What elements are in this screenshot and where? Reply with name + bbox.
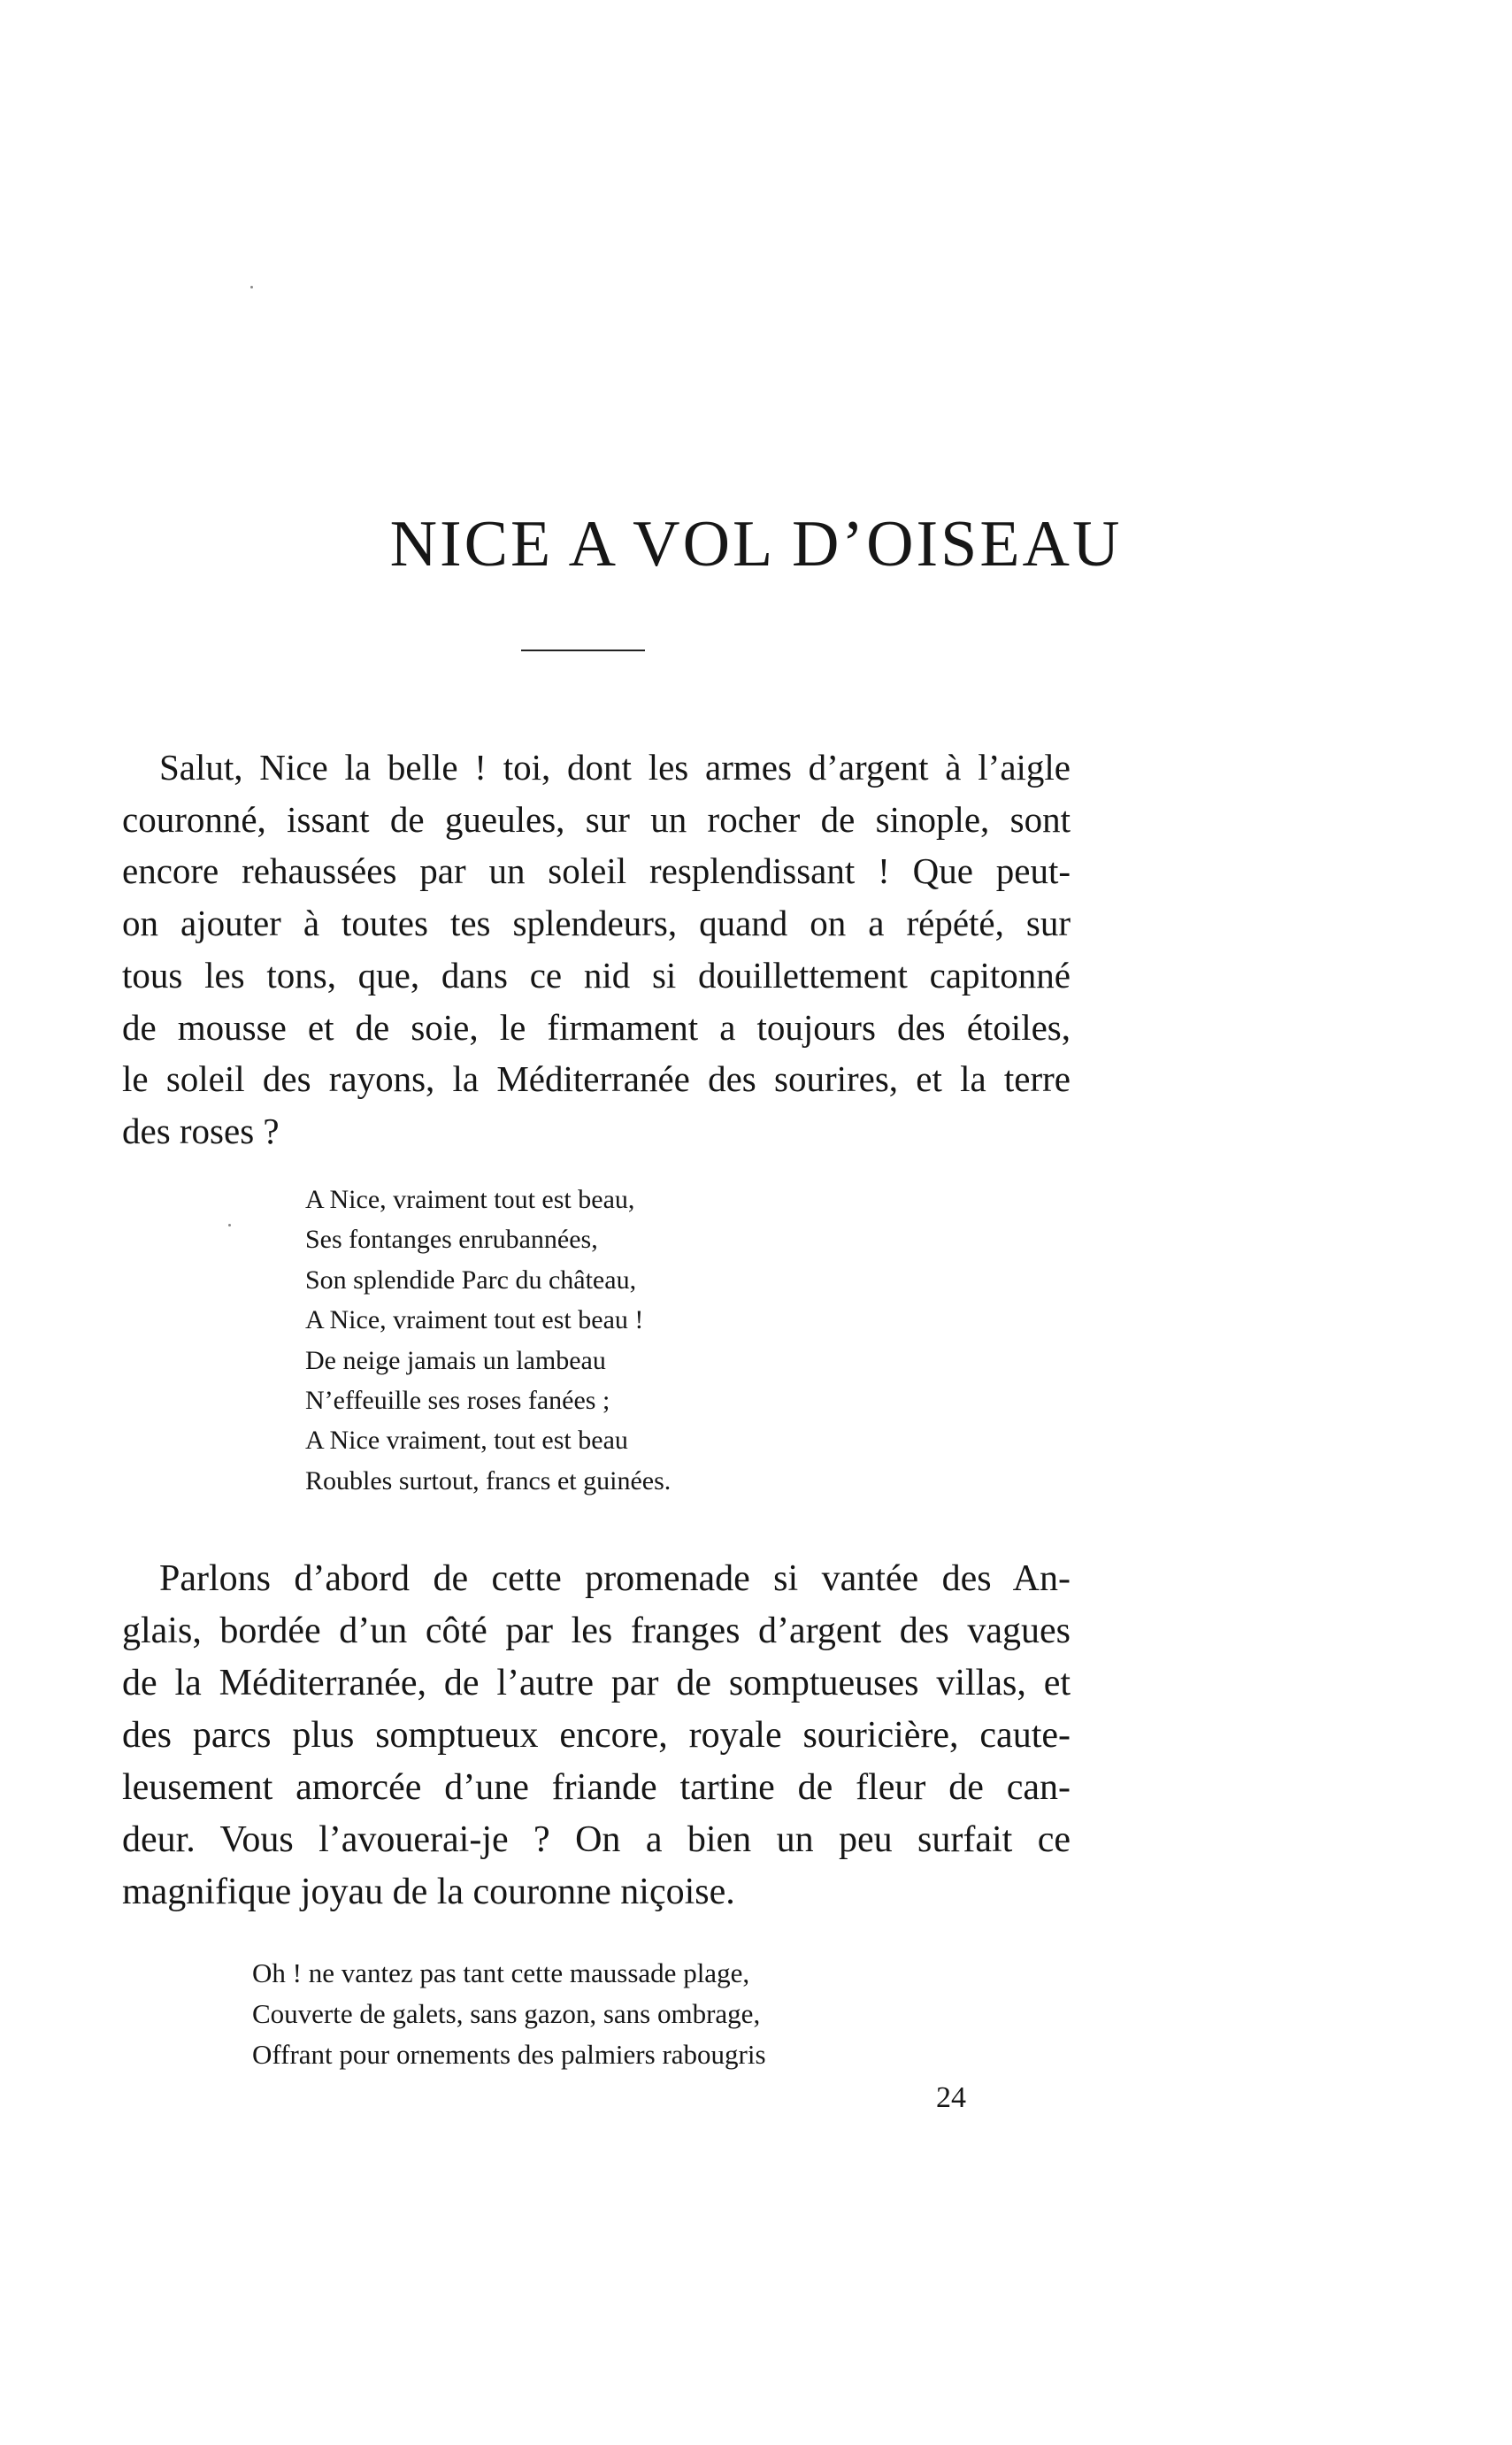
verse-line: Oh ! ne vantez pas tant cette maussade plage, [252, 1957, 750, 1988]
title-divider [521, 650, 645, 651]
paragraph-line: de la Méditerranée, de l’autre par de somptueuses villas, et [122, 1663, 1071, 1703]
verse-line: Offrant pour ornements des palmiers rabougris [252, 2039, 766, 2070]
verse-line: Son splendide Parc du château, [305, 1265, 637, 1295]
verse-line: Couverte de galets, sans gazon, sans ombrage, [252, 1998, 761, 2029]
paragraph-line: magnifique joyau de la couronne niçoise. [122, 1872, 735, 1912]
paragraph-line: glais, bordée d’un côté par les franges d’argent des vagues [122, 1611, 1071, 1651]
paper-speck [228, 1224, 231, 1226]
paragraph-line: des parcs plus somptueux encore, royale souricière, caute- [122, 1715, 1071, 1756]
verse-line: De neige jamais un lambeau [305, 1345, 606, 1375]
verse-line: Roubles surtout, francs et guinées. [305, 1465, 672, 1495]
verse-1 [305, 1180, 671, 1501]
verse-2 [252, 1953, 766, 2075]
paragraph-2 [122, 1553, 1071, 1918]
paragraph-line: Salut, Nice la belle ! toi, dont les armes d’argent à l’aigle [159, 747, 1071, 788]
paragraph-1 [122, 742, 1071, 1157]
paragraph-line: Parlons d’abord de cette promenade si vantée des An- [159, 1558, 1071, 1599]
page-title: NICE A VOL D’OISEAU [389, 508, 1123, 580]
verse-line: A Nice, vraiment tout est beau, [305, 1185, 635, 1214]
paragraph-line: encore rehaussées par un soleil resplendissant ! Que peut- [122, 850, 1071, 892]
paragraph-line: tous les tons, que, dans ce nid si douillettement capitonné [122, 954, 1071, 996]
verse-line: A Nice, vraiment tout est beau ! [305, 1305, 644, 1335]
verse-line: N’effeuille ses roses fanées ; [305, 1386, 610, 1416]
verse-line: A Nice vraiment, tout est beau [305, 1426, 628, 1456]
paragraph-line: deur. Vous l’avouerai-je ? On a bien un peu surfait ce [122, 1819, 1071, 1860]
paragraph-line: on ajouter à toutes tes splendeurs, quand on a répété, sur [122, 903, 1071, 944]
verse-line: Ses fontanges enrubannées, [305, 1225, 598, 1255]
paragraph-line: de mousse et de soie, le firmament a toujours des étoiles, [122, 1006, 1071, 1048]
paragraph-line: leusement amorcée d’une friande tartine de fleur de can- [122, 1767, 1071, 1808]
page-number: 24 [936, 2081, 966, 2114]
paragraph-line: couronné, issant de gueules, sur un rocher de sinople, sont [122, 798, 1071, 840]
paragraph-line: le soleil des rayons, la Méditerranée des sourires, et la terre [122, 1058, 1071, 1100]
paragraph-line: des roses ? [122, 1110, 280, 1151]
paper-speck [250, 286, 253, 288]
